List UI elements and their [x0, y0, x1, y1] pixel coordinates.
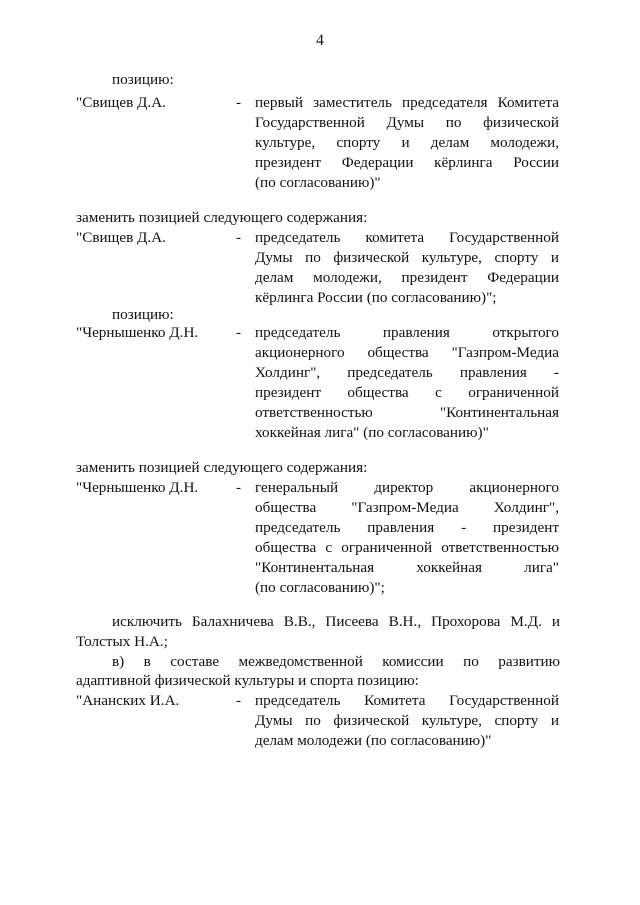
description-line: генеральный директор акционерного — [255, 479, 559, 496]
dash: - — [236, 479, 242, 496]
description-line: общества с ограниченной ответственностью — [255, 539, 559, 556]
paragraph-line: Толстых Н.А.; — [76, 633, 168, 650]
replace-intro-1: заменить позицией следующего содержания: — [76, 209, 368, 226]
description-line: председатель Комитета Государственной — [255, 692, 559, 709]
paragraph-line: исключить Балахничева В.В., Писеева В.Н., Прохорова М.Д. и — [112, 613, 560, 630]
description-line: Холдинг", председатель правления - — [255, 364, 559, 381]
description-line: Думы по физической культуре, спорту и — [255, 249, 559, 266]
description-line: председатель комитета Государственной — [255, 229, 559, 246]
description-line: председатель правления - президент — [255, 519, 559, 536]
member-name-ananskikh: "Ананских И.А. — [76, 692, 180, 709]
description-line: президент Федерации кёрлинга России — [255, 154, 559, 171]
dash: - — [236, 324, 242, 341]
exclude-paragraph — [76, 612, 560, 652]
member-description-chernyshenko-new — [255, 478, 559, 598]
description-line: первый заместитель председателя Комитета — [255, 94, 559, 111]
member-name-chernyshenko-old: "Чернышенко Д.Н. — [76, 324, 199, 341]
dash: - — [236, 229, 242, 246]
description-line: "Континентальная хоккейная лига" — [255, 559, 559, 576]
section-v-paragraph — [76, 652, 560, 690]
description-line: Думы по физической культуре, спорту и — [255, 712, 559, 729]
description-line: делам молодежи, президент Федерации — [255, 269, 559, 286]
member-name-chernyshenko-new: "Чернышенко Д.Н. — [76, 479, 199, 496]
description-line: Государственной Думы по физической — [255, 114, 559, 131]
page-number: 4 — [316, 32, 324, 49]
member-name-svishchev-old: "Свищев Д.А. — [76, 94, 166, 111]
description-line: культуре, спорту и делам молодежи, — [255, 134, 559, 151]
description-line: ответственностью "Континентальная — [255, 404, 559, 421]
dash: - — [236, 94, 242, 111]
member-name-svishchev-new: "Свищев Д.А. — [76, 229, 166, 246]
description-line: хоккейная лига" (по согласованию)" — [255, 424, 489, 441]
dash: - — [236, 692, 242, 709]
description-line: (по согласованию)"; — [255, 579, 385, 596]
member-description-svishchev-new — [255, 228, 559, 308]
description-line: председатель правления открытого — [255, 324, 559, 341]
paragraph-line: адаптивной физической культуры и спорта позицию: — [76, 672, 419, 689]
intro-position-2: позицию: — [112, 306, 174, 323]
replace-intro-2: заменить позицией следующего содержания: — [76, 459, 368, 476]
member-description-svishchev-old — [255, 93, 559, 193]
paragraph-line: в) в составе межведомственной комиссии по развитию — [112, 653, 560, 670]
member-description-chernyshenko-old — [255, 323, 559, 443]
member-description-ananskikh — [255, 691, 559, 751]
description-line: делам молодежи (по согласованию)" — [255, 732, 492, 749]
description-line: кёрлинга России (по согласованию)"; — [255, 289, 497, 306]
description-line: акционерного общества "Газпром-Медиа — [255, 344, 559, 361]
description-line: (по согласованию)" — [255, 174, 381, 191]
description-line: президент общества с ограниченной — [255, 384, 559, 401]
description-line: общества "Газпром-Медиа Холдинг", — [255, 499, 559, 516]
intro-position-1: позицию: — [112, 71, 174, 88]
